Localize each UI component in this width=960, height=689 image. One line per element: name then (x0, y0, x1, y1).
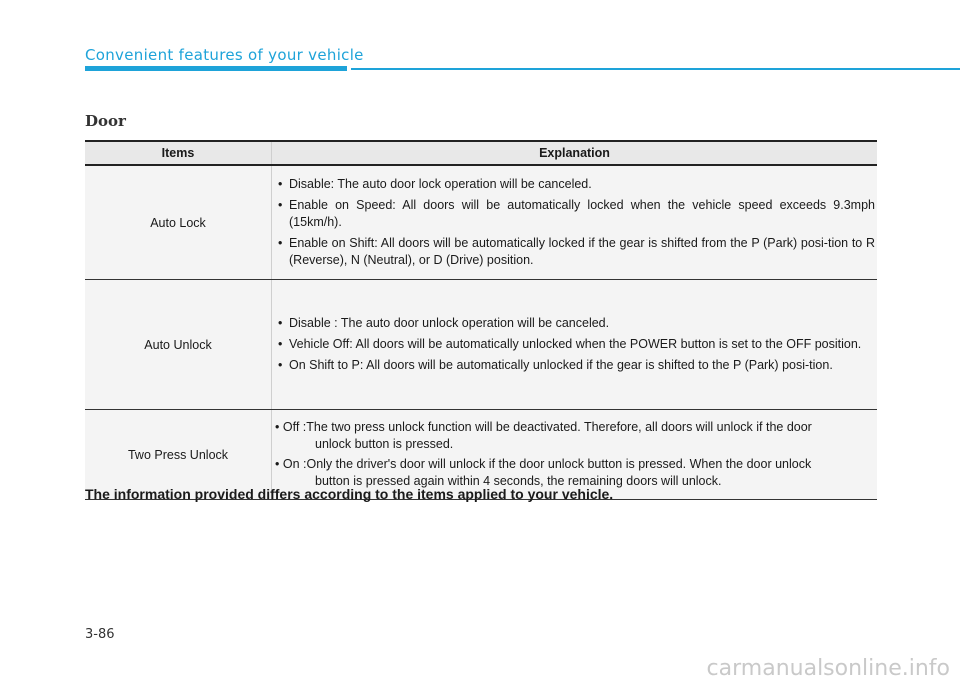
option-on-continued: button is pressed again within 4 seconds, the remaining doors will unlock. (315, 474, 722, 488)
explanation-cell (272, 165, 878, 280)
item-name: Auto Unlock (85, 280, 272, 410)
list-item: • Enable on Shift: All doors will be automatically locked if the gear is shifted from the P (Park) posi-tion to R (Reverse), N (Neutral), or D (Drive) position. (278, 236, 875, 267)
option-off: • Off : The two press unlock function will be deactivated. Therefore, all doors will unlock if the door (275, 420, 812, 434)
column-header-items: Items (85, 141, 272, 165)
option-on: • On : Only the driver's door will unlock if the door unlock button is pressed. When the door unlock (275, 457, 812, 471)
watermark: carmanualsonline.info (706, 656, 950, 681)
column-header-explanation: Explanation (272, 141, 878, 165)
list-item: • Enable on Speed: All doors will be automatically locked when the vehicle speed exceeds 9.3mph (15km/h). (278, 198, 875, 229)
option-off-continued: unlock button is pressed. (315, 437, 454, 451)
page-number: 3-86 (85, 627, 115, 642)
section-header (85, 44, 960, 74)
header-rule-thick (85, 66, 347, 71)
table-row-auto-lock (85, 165, 877, 280)
explanation-cell (272, 280, 878, 410)
table-header-row (85, 141, 877, 165)
section-title: Convenient features of your vehicle (85, 46, 364, 64)
list-item: • Vehicle Off: All doors will be automatically unlocked when the POWER button is set to the OFF position. (278, 337, 862, 351)
list-item: • Disable : The auto door unlock operation will be canceled. (278, 316, 610, 330)
footnote: The information provided differs according to the items applied to your vehicle. (85, 486, 614, 502)
door-heading: Door (85, 112, 126, 130)
header-rule-thin (351, 68, 960, 70)
door-settings-table (85, 140, 877, 500)
item-name: Two Press Unlock (85, 410, 272, 500)
item-name: Auto Lock (85, 165, 272, 280)
table-row-auto-unlock (85, 280, 877, 410)
list-item: • On Shift to P: All doors will be automatically unlocked if the gear is shifted to the P (Park) posi-tion. (278, 358, 833, 372)
list-item: • Disable: The auto door lock operation will be canceled. (278, 177, 592, 191)
